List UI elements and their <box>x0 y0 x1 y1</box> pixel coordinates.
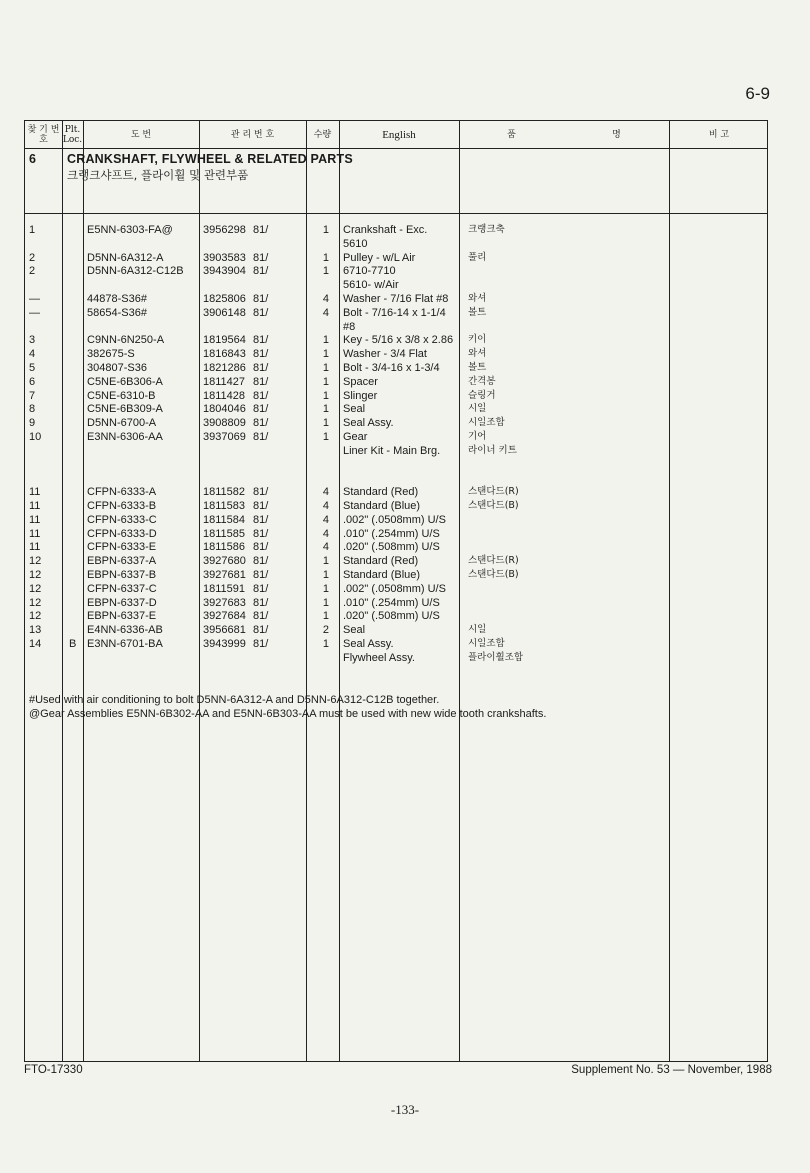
cell-kor: 시일 <box>468 403 487 415</box>
cell-code: 81/ <box>253 486 269 499</box>
cell-code: 81/ <box>253 403 269 416</box>
cell-eng: Seal Assy. <box>343 638 394 650</box>
header-remarks: 비 고 <box>708 129 730 140</box>
table-row <box>25 527 767 541</box>
table-row <box>25 375 767 389</box>
cell-eng: .002" (.0508mm) U/S <box>343 582 446 595</box>
cell-code: 81/ <box>253 638 269 650</box>
cell-qty: 1 <box>322 417 329 430</box>
cell-eng: Flywheel Assy. <box>343 651 415 664</box>
table-row <box>25 458 767 472</box>
table-row <box>25 320 767 334</box>
footnote-1: #Used with air conditioning to bolt D5NN-6A312-A and D5NN-6A312-C12B together. <box>29 694 440 706</box>
cell-ref: 1811586 <box>203 541 246 554</box>
section-title: CRANKSHAFT, FLYWHEEL & RELATED PARTS <box>67 152 353 166</box>
cell-eng: 6710-7710 <box>343 265 396 278</box>
cell-find: 6 <box>29 375 36 388</box>
cell-part: CFPN-6333-A <box>87 486 157 499</box>
cell-kor: 시일 <box>468 624 487 636</box>
cell-ref: 1811591 <box>203 582 246 595</box>
cell-find: 10 <box>29 431 42 443</box>
cell-ref: 1804046 <box>203 403 246 416</box>
cell-code: 81/ <box>253 555 269 568</box>
table-row <box>25 540 767 554</box>
cell-part: EBPN-6337-B <box>87 569 157 581</box>
cell-code: 81/ <box>253 569 269 581</box>
cell-find: 11 <box>29 527 41 540</box>
table-row <box>25 402 767 416</box>
cell-qty: 1 <box>322 638 329 650</box>
cell-find: 11 <box>29 500 41 512</box>
cell-find: 11 <box>29 513 41 526</box>
cell-qty: 4 <box>322 513 329 526</box>
cell-kor: 키이 <box>468 334 487 346</box>
cell-part: CFPN-6333-B <box>87 500 157 512</box>
cell-part: CFPN-6333-E <box>87 541 157 554</box>
cell-part: D5NN-6700-A <box>87 417 157 430</box>
cell-part: C5NE-6B309-A <box>87 403 163 416</box>
cell-code: 81/ <box>253 251 269 264</box>
cell-ref: 1811582 <box>203 486 246 499</box>
cell-qty: 4 <box>322 293 329 305</box>
table-row <box>25 278 767 292</box>
cell-qty: 1 <box>322 348 329 361</box>
cell-find: 11 <box>29 486 41 499</box>
cell-qty: 4 <box>322 500 329 512</box>
cell-kor: 시일조합 <box>468 417 505 429</box>
cell-eng: Bolt - 7/16-14 x 1-1/4 <box>343 306 446 319</box>
cell-ref: 3908809 <box>203 417 246 430</box>
cell-eng: .020" (.508mm) U/S <box>343 610 440 623</box>
cell-find: 12 <box>29 569 42 581</box>
cell-eng: Crankshaft - Exc. <box>343 224 428 236</box>
cell-eng: Liner Kit - Main Brg. <box>343 444 441 457</box>
table-row <box>25 568 767 582</box>
cell-ref: 3927681 <box>203 569 246 581</box>
table-row <box>25 609 767 623</box>
table-row <box>25 347 767 361</box>
parts-table <box>24 120 768 1062</box>
cell-code: 81/ <box>253 596 269 609</box>
cell-qty: 1 <box>322 610 329 623</box>
table-row <box>25 264 767 278</box>
cell-part: 382675-S <box>87 348 135 361</box>
cell-code: 81/ <box>253 417 269 430</box>
cell-kor: 와셔 <box>468 293 487 304</box>
cell-part: E4NN-6336-AB <box>87 624 163 637</box>
cell-find: 1 <box>29 224 36 236</box>
cell-code: 81/ <box>253 431 269 443</box>
cell-qty: 4 <box>322 541 329 554</box>
cell-eng: Bolt - 3/4-16 x 1-3/4 <box>343 362 440 374</box>
cell-ref: 3943999 <box>203 638 246 650</box>
cell-find: 2 <box>29 265 36 278</box>
cell-find: 9 <box>29 417 36 430</box>
cell-code: 81/ <box>253 348 269 361</box>
cell-eng: Washer - 3/4 Flat <box>343 348 427 361</box>
table-row <box>25 513 767 527</box>
cell-eng: 5610 <box>343 237 368 250</box>
header-ref-no: 관 리 번 호 <box>230 129 275 140</box>
cell-code: 81/ <box>253 624 269 637</box>
table-row <box>25 430 767 444</box>
cell-kor: 플라이휠조합 <box>468 651 524 663</box>
cell-eng: .010" (.254mm) U/S <box>343 596 440 609</box>
cell-code: 81/ <box>253 293 269 305</box>
cell-ref: 3927684 <box>203 610 246 623</box>
cell-eng: .010" (.254mm) U/S <box>343 527 440 540</box>
cell-find: 14 <box>29 638 42 650</box>
cell-code: 81/ <box>253 610 269 623</box>
cell-ref: 1811427 <box>203 375 246 388</box>
table-row <box>25 596 767 610</box>
section-title-korean: 크랭크샤프트, 플라이휠 및 관련부품 <box>67 168 249 182</box>
cell-eng: Standard (Blue) <box>343 500 421 512</box>
cell-part: C9NN-6N250-A <box>87 334 165 347</box>
cell-qty: 1 <box>322 596 329 609</box>
cell-find: 12 <box>29 596 42 609</box>
header-qty: 수량 <box>313 129 332 140</box>
cell-part: EBPN-6337-D <box>87 596 157 609</box>
cell-eng: Key - 5/16 x 3/8 x 2.86 <box>343 334 454 347</box>
table-row <box>25 485 767 499</box>
cell-kor: 스탠다드(B) <box>468 500 519 511</box>
cell-kor: 슬링거 <box>468 389 496 401</box>
cell-ref: 3903583 <box>203 251 246 264</box>
cell-find: 12 <box>29 610 42 623</box>
table-row <box>25 499 767 513</box>
cell-ref: 3937069 <box>203 431 246 443</box>
cell-ref: 3943904 <box>203 265 246 278</box>
header-english: English <box>382 128 416 141</box>
cell-code: 81/ <box>253 513 269 526</box>
document-id: FTO-17330 <box>24 1064 83 1076</box>
cell-ref: 1821286 <box>203 362 246 374</box>
cell-kor: 와셔 <box>468 348 487 360</box>
cell-part: C5NE-6B306-A <box>87 375 163 388</box>
cell-qty: 1 <box>322 224 329 236</box>
table-row <box>25 333 767 347</box>
table-row <box>25 444 767 458</box>
cell-qty: 1 <box>322 555 329 568</box>
cell-eng: Standard (Blue) <box>343 569 421 581</box>
cell-part: 44878-S36# <box>87 293 147 305</box>
cell-find: 5 <box>29 362 36 374</box>
cell-eng: Seal <box>343 403 366 416</box>
footnotes <box>29 693 546 721</box>
cell-find: 2 <box>29 251 36 264</box>
table-row <box>25 389 767 403</box>
cell-qty: 1 <box>322 265 329 278</box>
cell-qty: 4 <box>322 527 329 540</box>
cell-eng: .002" (.0508mm) U/S <box>343 513 446 526</box>
cell-find: 3 <box>29 334 36 347</box>
cell-qty: 1 <box>322 251 329 264</box>
cell-eng: Pulley - w/L Air <box>343 251 416 264</box>
cell-kor: 스탠다드(R) <box>468 486 519 498</box>
table-row <box>25 223 767 237</box>
cell-part: CFPN-6333-D <box>87 527 157 540</box>
cell-find: — <box>29 293 40 305</box>
cell-qty: 1 <box>322 431 329 443</box>
cell-kor: 스탠다드(B) <box>468 569 519 580</box>
cell-part: E3NN-6306-AA <box>87 431 163 443</box>
cell-eng: Slinger <box>343 389 378 402</box>
cell-qty: 2 <box>322 624 329 637</box>
cell-part: CFPN-6337-C <box>87 582 157 595</box>
cell-ref: 3927683 <box>203 596 246 609</box>
cell-kor: 스탠다드(R) <box>468 555 519 567</box>
cell-part: CFPN-6333-C <box>87 513 157 526</box>
header-part-no: 도 번 <box>130 129 152 140</box>
table-row <box>25 582 767 596</box>
header-find-no: 찾 기 번 호 <box>27 124 60 145</box>
header-korean-1: 품 <box>507 129 516 140</box>
cell-code: 81/ <box>253 389 269 402</box>
cell-ref: 3956681 <box>203 624 246 637</box>
cell-qty: 4 <box>322 486 329 499</box>
table-row <box>25 416 767 430</box>
cell-ref: 1811585 <box>203 527 246 540</box>
cell-find: 7 <box>29 389 36 402</box>
cell-qty: 1 <box>322 334 329 347</box>
cell-plt: B <box>69 638 77 650</box>
section-divider <box>25 213 767 214</box>
cell-code: 81/ <box>253 334 269 347</box>
cell-kor: 볼트 <box>468 306 487 318</box>
cell-qty: 1 <box>322 362 329 374</box>
header-divider <box>25 148 767 149</box>
cell-find: 13 <box>29 624 42 637</box>
cell-code: 81/ <box>253 527 269 540</box>
cell-eng: 5610- w/Air <box>343 279 399 292</box>
cell-ref: 1816843 <box>203 348 246 361</box>
cell-part: 58654-S36# <box>87 306 147 319</box>
section-number: 6 <box>29 152 36 166</box>
cell-code: 81/ <box>253 306 269 319</box>
table-row <box>25 471 767 485</box>
cell-ref: 3906148 <box>203 306 246 319</box>
cell-find: 4 <box>29 348 36 361</box>
table-row <box>25 554 767 568</box>
cell-ref: 1811428 <box>203 389 246 402</box>
footnote-2: @Gear Assemblies E5NN-6B302-AA and E5NN-6B303-AA must be used with new wide tooth crankshafts. <box>29 708 547 720</box>
cell-part: 304807-S36 <box>87 362 147 374</box>
cell-find: 12 <box>29 555 42 568</box>
cell-eng: Seal Assy. <box>343 417 394 430</box>
cell-kor: 간격봉 <box>468 375 496 387</box>
table-row <box>25 651 767 665</box>
cell-kor: 시일조합 <box>468 638 505 649</box>
header-plt-loc: Plt. Loc. <box>62 124 83 145</box>
cell-find: 8 <box>29 403 36 416</box>
page-number: -133- <box>390 1102 420 1117</box>
cell-qty: 1 <box>322 375 329 388</box>
cell-qty: 1 <box>322 582 329 595</box>
cell-find: — <box>29 306 40 319</box>
cell-qty: 1 <box>322 569 329 581</box>
cell-eng: Standard (Red) <box>343 486 419 499</box>
table-row <box>25 292 767 306</box>
cell-eng: Washer - 7/16 Flat #8 <box>343 293 449 305</box>
cell-part: EBPN-6337-A <box>87 555 157 568</box>
cell-ref: 3927680 <box>203 555 246 568</box>
cell-eng: Standard (Red) <box>343 555 419 568</box>
cell-part: E5NN-6303-FA@ <box>87 224 173 236</box>
cell-eng: Seal <box>343 624 366 637</box>
cell-kor: 크랭크축 <box>468 224 505 235</box>
cell-ref: 1811583 <box>203 500 246 512</box>
cell-part: C5NE-6310-B <box>87 389 156 402</box>
cell-eng: Gear <box>343 431 368 443</box>
cell-part: D5NN-6A312-C12B <box>87 265 184 278</box>
cell-ref: 1825806 <box>203 293 246 305</box>
table-row <box>25 237 767 251</box>
cell-code: 81/ <box>253 362 269 374</box>
cell-kor: 풀리 <box>468 251 487 263</box>
cell-qty: 4 <box>322 306 329 319</box>
table-row <box>25 623 767 637</box>
page-label: 6-9 <box>745 84 770 103</box>
cell-eng: #8 <box>343 320 356 333</box>
cell-find: 11 <box>29 541 41 554</box>
header-korean-2: 명 <box>612 129 621 140</box>
cell-part: D5NN-6A312-A <box>87 251 164 264</box>
cell-code: 81/ <box>253 375 269 388</box>
cell-part: EBPN-6337-E <box>87 610 157 623</box>
cell-qty: 1 <box>322 389 329 402</box>
cell-eng: Spacer <box>343 375 378 388</box>
table-row <box>25 637 767 651</box>
cell-ref: 3956298 <box>203 224 246 236</box>
cell-code: 81/ <box>253 500 269 512</box>
cell-kor: 기어 <box>468 431 487 442</box>
cell-code: 81/ <box>253 541 269 554</box>
supplement-note: Supplement No. 53 — November, 1988 <box>571 1064 772 1076</box>
cell-code: 81/ <box>253 582 269 595</box>
cell-find: 12 <box>29 582 42 595</box>
cell-qty: 1 <box>322 403 329 416</box>
table-row <box>25 361 767 375</box>
cell-code: 81/ <box>253 224 269 236</box>
cell-ref: 1811584 <box>203 513 246 526</box>
table-row <box>25 251 767 265</box>
table-row <box>25 306 767 320</box>
cell-part: E3NN-6701-BA <box>87 638 163 650</box>
cell-kor: 라이너 키트 <box>468 444 517 456</box>
cell-eng: .020" (.508mm) U/S <box>343 541 440 554</box>
cell-code: 81/ <box>253 265 269 278</box>
cell-kor: 볼트 <box>468 362 487 373</box>
cell-ref: 1819564 <box>203 334 246 347</box>
